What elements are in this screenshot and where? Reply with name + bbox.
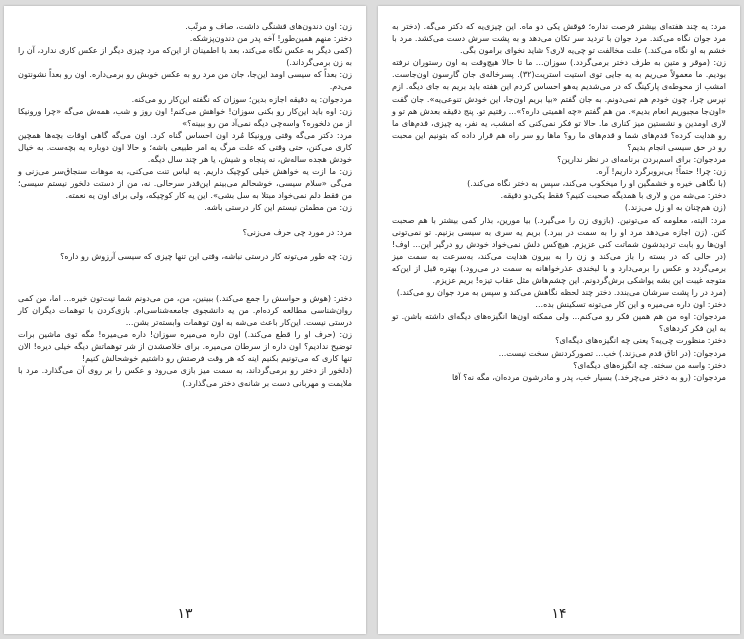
paragraph: زن: (موقر و متین به طرف دختر برمی‌گردد.) سوزان... ما تا حالا هیچ‌وقت به اون رستوران نرفته بودیم. ما معمولاً می‌ریم به یه جایی توی استیت استریت(۳۲). پسرخاله‌ی جان گارسون اون‌جاست. امشب از محوطه‌ی پارکینگ که در می‌شدیم یه‌هو احساس کردم این هفته باید بریم به جای دیگه. ازم نپرس چرا، چون خودم هم نمی‌دونم. به جان گفتم «بیا بریم اون‌جا، این خودش تنوعی‌یه». جان گفت «اون‌جا مجبوریم انعام بدیم». من هم گفتم «چه اهمیتی داره؟»... رفتیم تو. پنج دقیقه بعدش هم تو و لاری اومدین و نشستین میز کناری ما. حالا تو فکر نمی‌کنی که امشب، یه نفر، یه چیزی، قدم‌های ما رو هدایت کرده؟ قدم‌های شما و قدم‌های ما رو؟ ماها رو سر راه هم قرار داده که بتونیم این محبت رو در حق سیسی انجام بدیم؟ <box>392 57 726 152</box>
paragraph: مردجوان: (در اتاق قدم می‌زند.) خب... تصورکردنش سخت نیست... <box>498 347 726 358</box>
paragraph: (مرد در را پشت سرشان می‌بندد. دختر چند لحظه نگاهش می‌کند و سپس به مرد جوان رو می‌کند.) <box>396 287 726 298</box>
paragraph: مردجوان: (رو به دختر می‌چرخد.) بسیار خب، پدر و مادرشون مرده‌ان، مگه نه؟ آقا <box>451 371 726 382</box>
paragraph: (دلخور از دختر رو برمی‌گرداند، به سمت میز بازی می‌رود و عکس را بر روی آن می‌گذارد. مرد با ملایمت و مهربانی دست بر شانه‌ی دختر می‌گذارد.) <box>18 365 352 388</box>
paragraph: دختر: منهم همین‌طور! آخه پدر من دندون‌پزشکه. <box>189 33 352 44</box>
paragraph: زن: اوه باید این‌کار رو بکنی سوزان! خواهش می‌کنم! اون روز و شب، همه‌ش می‌گه «چرا ورونیکا از من دلخوره؟ واسه‌چی دیگه نمی‌آد من رو ببینه؟» <box>18 105 352 128</box>
page-number: ۱۳ <box>177 606 193 622</box>
paragraph: زن: چه طور می‌تونه کار درستی نباشه، وقتی این تنها چیزی که سیسی آرزوش رو داره؟ <box>60 250 352 261</box>
paragraph: زن: بعداً که سیسی اومد این‌جا، جان من مرد رو به عکس خوبش رو برمی‌داره. اون رو بعداً نشونتون می‌دم. <box>18 69 352 92</box>
paragraph: زن: چرا! حتماً! بی‌بروبرگرد داریم! آره. <box>595 166 726 177</box>
paragraph: مرد: در مورد چی حرف می‌زنی؟ <box>242 226 352 237</box>
page-number: ۱۴ <box>551 606 567 622</box>
right-page <box>378 6 740 634</box>
paragraph: زن: من مطمئن نیستم این کار درستی باشه. <box>204 202 352 213</box>
paragraph: مردجوان: اوه من هم همین فکر رو می‌کنم... ولی ممکنه اون‌ها انگیزه‌های دیگه‌ای داشته باشن. تو به این فکر کردهای؟ <box>392 311 726 334</box>
paragraph: زن: اون دندون‌های قشنگی داشت، صاف و مرتّب. <box>185 21 352 31</box>
paragraph: مردجوان: یه دقیقه اجازه بدین؛ سوزان که نگفته این‌کار رو می‌کنه. <box>131 93 352 104</box>
paragraph: دختر: (هوش و حواسش را جمع می‌کند.) ببینین، من، من می‌دونم شما نیت‌تون خیره... اما، من کمی روان‌شناسی مطالعه کرده‌ام. من یه دانشجوی جامعه‌شناسی‌ام. بازی‌کردن با توهمات دیگران کار درستی نیست. این‌کار باعث می‌شه به اون توهمات وابسته‌تر بشن... <box>18 292 352 328</box>
paragraph: مردجوان: برای اسم‌بردن برنامه‌ای در نظر ندارین؟ <box>557 154 726 165</box>
paragraph: دختر: اون داره می‌میره و این کار می‌تونه تسکینش بده... <box>535 299 726 310</box>
paragraph: مرد: یه چند هفته‌ای بیشتر فرصت نداره؛ فوقش یکی دو ماه. این چیزی‌یه که دکتر می‌گه. (دختر به مرد جوان نگاه می‌کند. مرد جوان با تردید سر تکان می‌دهد و به پشت سرش دست می‌کشد. مرد با خشم به او نگاه می‌کند.) علت مخالفت تو چی‌یه لاری؟ شاید نخوای برامون بگی. <box>392 21 726 56</box>
paragraph: (با نگاهی خیره و خشمگین او را میخکوب می‌کند، سپس به دختر نگاه می‌کند.) <box>467 178 726 189</box>
paragraph: مرد: البته، معلومه که می‌تونین. (بازوی زن را می‌گیرد.) بیا مورین، بذار کمی بیشتر با هم صحبت کنن. (زن اجازه می‌دهد مرد او را به سمت در ببرد.) بریم یه سری به سیسی بزنیم. تو نمی‌تونی اون‌ها رو بابت تردیدشون شماتت کنی عزیزم. هیچ‌کس دلش نمی‌خواد خودش رو درگیر این... اوف! (در حالی که در بسته را باز می‌کند و زن را به بیرون هدایت می‌کند، به‌سرعت به سمت میز برمی‌گردد و عکس را برمی‌دارد و با لبخندی عذرخواهانه به سمت در می‌رود.) بهتره قبل از این‌که متوجه غیبت این بشه یواشکی برش‌گردونم. این چشم‌هاش مثل عقاب تیزه! بریم عزیزم. <box>392 214 726 285</box>
left-page <box>4 6 366 634</box>
paragraph: دختر: واسه من سخته. چه انگیزه‌های دیگه‌ای؟ <box>573 359 726 370</box>
paragraph: دختر: منظورت چی‌یه؟ یعنی چه انگیزه‌های دیگه‌ای؟ <box>555 335 726 346</box>
right-page-text <box>392 20 726 383</box>
paragraph: (کمی دیگر به عکس نگاه می‌کند، بعد با اطمینان از این‌که مرد چیزی دیگر از عکس کاری ندارد، آن را به زن برمی‌گرداند.) <box>18 45 352 68</box>
paragraph: (زن هم‌چنان به او زل می‌زند.) <box>624 202 726 213</box>
paragraph: زن: (حرف او را قطع می‌کند.) اون داره می‌میره سوزان! داره می‌میره! مگه توی ماشین برات توضیح ندادیم؟ اون داره از سرطان می‌میره. برای خلاصشدن از شر توهماتش دیگه خیلی دیره! الان تنها کاری که می‌تونیم بکنیم اینه که هر وقت فرصتش رو داشتیم خوشحالش کنیم! <box>18 329 352 364</box>
paragraph: مرد: دکتر می‌گه وقتی ورونیکا مُرد اون احساس گناه کرد. اون می‌گه گاهی اوقات بچه‌ها همچین کاری می‌کنن، حتی وقتی که علت مرگ یه امر طبیعی باشه؛ و حالا اون دوباره یه بچه‌ست. به خیال خودش هجده ساله‌ش، نه پنجاه و شیش، یا هر چند سال دیگه. <box>18 129 352 165</box>
paragraph: زن: ما ازت یه خواهش خیلی کوچیک داریم. یه لباس تنت می‌کنی، به موهات سنجاق‌سر می‌زنی و می‌گی «سلام سیسی، خوشحالم می‌بینم این‌قدر سرحالی. نه، من از دستت دلخور نیستم سیسی؛ من فقط دلم نمی‌خواد مبتلا به سل بشی». این یه کار کوچیکه، ولی برای اون یه نعمته. <box>18 166 352 201</box>
paragraph: دختر: می‌شه من و لاری با همدیگه صحبت کنیم؟ فقط یکی‌دو دقیقه. <box>500 190 726 201</box>
left-page-text <box>18 20 352 389</box>
